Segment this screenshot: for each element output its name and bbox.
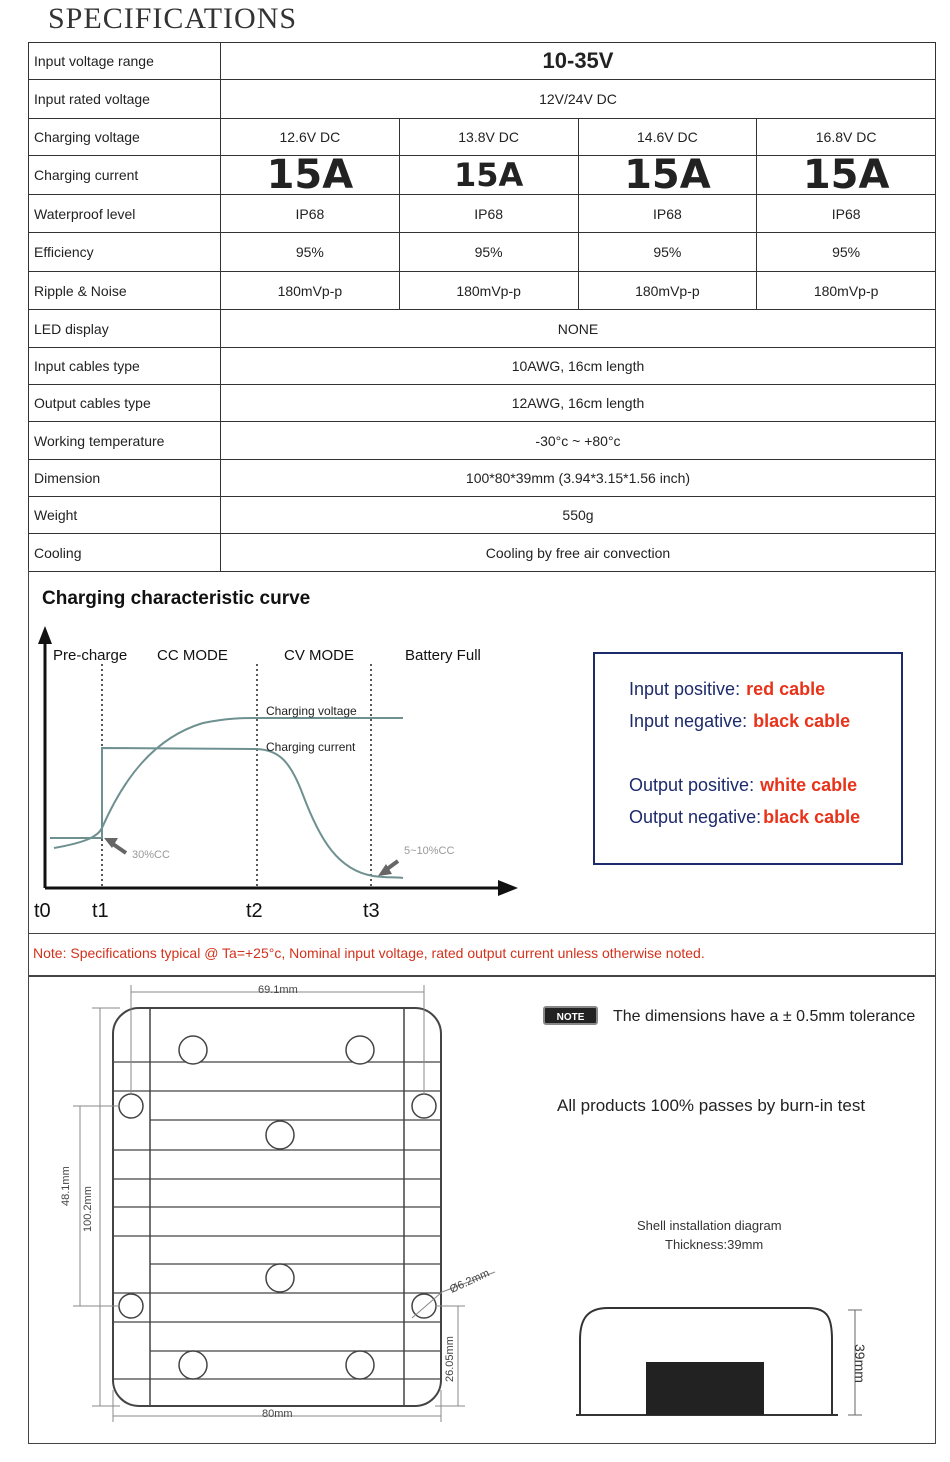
phase-label: CV MODE (284, 647, 355, 664)
table-row (29, 310, 936, 348)
spec-label: Input voltage range (29, 43, 221, 80)
cable-label: Input positive: (629, 679, 741, 699)
dim-lines (73, 985, 495, 1422)
table-row (29, 385, 936, 422)
spec-label: Working temperature (29, 422, 221, 460)
cable-value: red cable (746, 679, 826, 699)
spec-table (28, 42, 936, 572)
spec-value: IP68 (221, 195, 400, 233)
spec-label: Charging current (29, 156, 221, 195)
table-row (29, 272, 936, 310)
cable-value: white cable (760, 775, 858, 795)
spec-value: IP68 (757, 195, 936, 233)
table-row (29, 422, 936, 460)
spec-value: 10-35V (221, 43, 936, 80)
shell-title: Shell installation diagram (637, 1218, 782, 1233)
spec-value: 15A (399, 156, 578, 195)
table-row (29, 43, 936, 80)
spec-value: 15A (757, 156, 936, 195)
shell-thickness: Thickness:39mm (665, 1237, 764, 1252)
spec-value: IP68 (399, 195, 578, 233)
spec-value: 12AWG, 16cm length (221, 385, 936, 422)
spec-value: 100*80*39mm (3.94*3.15*1.56 inch) (221, 460, 936, 497)
spec-label: Input cables type (29, 348, 221, 385)
page-title: SPECIFICATIONS (48, 2, 298, 35)
tick-label: t0 (34, 900, 51, 922)
spec-value: 13.8V DC (399, 119, 578, 156)
spec-value: 180mVp-p (221, 272, 400, 310)
spec-value: 95% (221, 233, 400, 272)
spec-label: Dimension (29, 460, 221, 497)
dim-width-top: 69.1mm (258, 984, 298, 996)
cable-row (629, 679, 825, 700)
table-row (29, 534, 936, 572)
spec-label: Waterproof level (29, 195, 221, 233)
cable-row (629, 807, 860, 828)
spec-label: Output cables type (29, 385, 221, 422)
cable-row (629, 711, 850, 732)
x-axis-arrow (498, 880, 518, 896)
spec-value: 12V/24V DC (221, 80, 936, 119)
spec-value: 16.8V DC (757, 119, 936, 156)
phase-label: Pre-charge (53, 647, 128, 664)
dim-height-inner: 48.1mm (60, 1166, 72, 1206)
cable-value: black cable (763, 807, 861, 827)
end-note: 5~10%CC (404, 845, 455, 857)
spec-label: Charging voltage (29, 119, 221, 156)
dimension-drawing (40, 980, 510, 1435)
spec-label: Ripple & Noise (29, 272, 221, 310)
table-row (29, 80, 936, 119)
current-label: Charging current (266, 740, 356, 754)
table-row (29, 460, 936, 497)
spec-value: 15A (221, 156, 400, 195)
spec-value: 180mVp-p (399, 272, 578, 310)
spec-label: Cooling (29, 534, 221, 572)
cable-legend (593, 652, 903, 865)
dim-width-bottom: 80mm (262, 1408, 293, 1420)
shell-height-dim: 39mm (852, 1344, 868, 1383)
voltage-curve (54, 718, 403, 848)
spec-label: Weight (29, 497, 221, 534)
spec-value: 95% (578, 233, 757, 272)
phase-label: Battery Full (405, 647, 481, 664)
spec-note: Note: Specifications typical @ Ta=+25°c, Nominal input voltage, rated output current unless otherwise noted. (33, 945, 705, 961)
table-row (29, 156, 936, 195)
table-row (29, 497, 936, 534)
burn-in-text: All products 100% passes by burn-in test (557, 1096, 866, 1115)
table-row (29, 195, 936, 233)
spec-value: NONE (221, 310, 936, 348)
dim-hole-dia: Ø6.2mm (448, 1267, 492, 1296)
dim-hole-offset: 26.05mm (444, 1336, 456, 1382)
cable-label: Input negative: (629, 711, 748, 731)
tick-label: t2 (246, 900, 263, 922)
spec-value: 180mVp-p (578, 272, 757, 310)
spec-value: -30°c ~ +80°c (221, 422, 936, 460)
current-curve (50, 748, 403, 878)
spec-value: 180mVp-p (757, 272, 936, 310)
spec-value: 15A (578, 156, 757, 195)
spec-value: 12.6V DC (221, 119, 400, 156)
cable-value: black cable (753, 711, 851, 731)
spec-label: LED display (29, 310, 221, 348)
cable-label: Output negative: (629, 807, 762, 827)
table-row (29, 119, 936, 156)
shell-cable-block (646, 1362, 764, 1415)
cc-note: 30%CC (132, 849, 170, 861)
spec-value: 95% (757, 233, 936, 272)
spec-label: Efficiency (29, 233, 221, 272)
spec-label: Input rated voltage (29, 80, 221, 119)
spec-value: 14.6V DC (578, 119, 757, 156)
table-row (29, 233, 936, 272)
y-axis-arrow (38, 626, 52, 644)
curve-title: Charging characteristic curve (42, 588, 311, 609)
cable-row (629, 775, 857, 796)
spec-value: 550g (221, 497, 936, 534)
table-row (29, 348, 936, 385)
fins (113, 1062, 441, 1379)
tolerance-text: The dimensions have a ± 0.5mm tolerance (613, 1008, 916, 1025)
voltage-label: Charging voltage (266, 704, 357, 718)
spec-value: Cooling by free air convection (221, 534, 936, 572)
spec-value: IP68 (578, 195, 757, 233)
tick-label: t3 (363, 900, 380, 922)
phase-label: CC MODE (157, 647, 228, 664)
charging-curve-graph (28, 620, 528, 925)
dim-height-outer: 100.2mm (82, 1186, 94, 1232)
note-badge: NOTE (543, 1006, 598, 1025)
tick-label: t1 (92, 900, 109, 922)
cable-label: Output positive: (629, 775, 755, 795)
spec-value: 95% (399, 233, 578, 272)
shell-diagram (570, 1300, 880, 1425)
spec-value: 10AWG, 16cm length (221, 348, 936, 385)
